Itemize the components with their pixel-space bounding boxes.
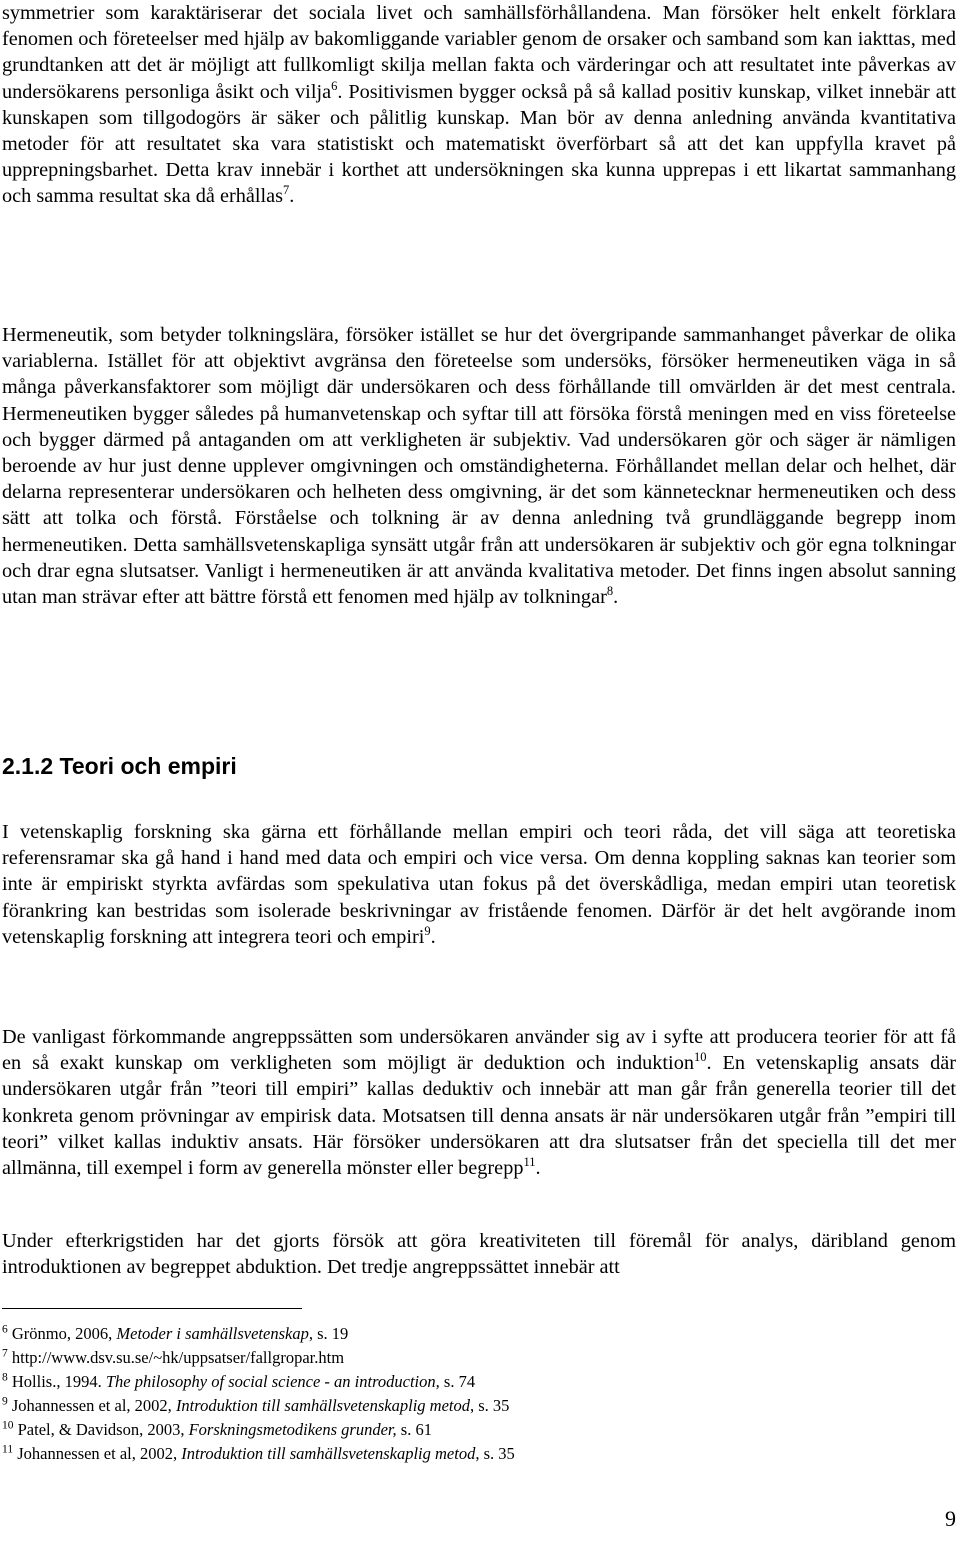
footnote-ref-8[interactable]: 8: [606, 584, 614, 599]
footnote-item: $^8$ Hollis., 1994. The philosophy of social science - an introduction, s. 74: [2, 1371, 476, 1391]
paragraph-positivism: symmetrier som karaktäriserar det sociala livet och samhällsförhållandena. Man försöker helt enkelt förklara fenomen och företeelser med hjälp av bakomliggande variabler genom de orsaker och samband som kan iakttas, med grundtanken att det är möjligt att fullkomligt skilja mellan fakta och värderingar och att resultatet inte påverkas av undersökarens personliga åsikt och vilja$^6$. Positivismen bygger också på så kallad positiv kunskap, vilket innebär att kunskapen som tillgodogörs är säker och pålitlig kunskap. Man bör av denna anledning använda kvantitativa metoder för att resultatet ska vara statistiskt och matematiskt överförbart så att det kan uppfylla kravet på upprepningsbarhet. Detta krav innebär i korthet att undersökningen ska kunna upprepas i ett likartat sammanhang och samma resultat ska då erhållas$^7$.: [2, 2, 956, 208]
paragraph-hermeneutics: Hermeneutik, som betyder tolkningslära, försöker istället se hur det övergripande sammanhanget påverkar de olika variablerna. Istället för att objektivt avgränsa den företeelse som undersöks, försöker hermeneutiken väga in så många påverkansfaktorer som möjligt där undersökaren och dess förhållande till omvärlden är det mest centrala. Hermeneutiken bygger således på humanvetenskap och syftar till att försöka förstå meningen med en viss företeelse och bygger därmed på antaganden om att verkligheten är subjektiv. Vad undersökaren gör och säger är nämligen beroende av hur just denne upplever omgivningen och omständigheterna. Förhållandet mellan delar och helhet, där delarna representerar undersökaren och helheten dess omgivning, är det som kännetecknar hermeneutiken och dess sätt att tolka och förstå. Förståelse och tolkning är av denna anledning två grundläggande begrepp inom hermeneutiken. Detta samhällsvetenskapliga synsätt utgår från att undersökaren är subjektiv och gör egna tolkningar och drar egna slutsatser. Vanligt i hermeneutiken är att använda kvalitativa metoder. Det finns ingen absolut sanning utan man strävar efter att bättre förstå ett fenomen med hjälp av tolkningar$^8$.: [2, 324, 956, 609]
footnote-item: $^{11}$ Johannessen et al, 2002, Introduktion till samhällsvetenskaplig metod, s. 35: [2, 1443, 515, 1463]
footnote-link[interactable]: http://www.dsv.su.se/~hk/uppsatser/fallgropar.htm: [11, 1348, 345, 1367]
section-heading: 2.1.2 Teori och empiri: [2, 753, 237, 779]
page-number: 9: [945, 1506, 956, 1531]
footnote-ref-6[interactable]: 6: [331, 78, 338, 93]
footnote-item: $^7$ http://www.dsv.su.se/~hk/uppsatser/fallgropar.htm: [2, 1347, 345, 1367]
paragraph-approaches: De vanligast förkommande angreppssätten som undersökaren använder sig av i syfte att producera teorier för att få en så exakt kunskap om verkligheten som möjligt är deduktion och induktion$^{10}$. En vetenskaplig ansats där undersökaren utgår från ”teori till empiri” kallas deduktiv och innebär att man går från generella teorier till det konkreta genom prövningar av empirisk data. Motsatsen till denna ansats är när undersökaren utgår från ”empiri till teori” vilket kallas induktiv ansats. Här försöker undersökaren att dra slutsatser från det speciella till det mer allmänna, till exempel i form av generella mönster eller begrepp$^{11}$.: [2, 1026, 956, 1180]
footnote-ref-11[interactable]: 11: [523, 1155, 536, 1170]
paragraph-theory-empiricism: I vetenskaplig forskning ska gärna ett förhållande mellan empiri och teori råda, det vill säga att teoretiska referensramar ska gå hand i hand med data och empiri och vice versa. Om denna koppling saknas kan teorier som inte är empiriskt styrkta avfärdas som spekulativa utan fokus på det överskådliga, medan empiri utan teoretisk förankring kan bestridas som isolerade beskrivningar av fristående fenomen. Därför är det helt avgörande inom vetenskaplig forskning att integrera teori och empiri$^9$.: [2, 821, 956, 948]
footnote-ref-7[interactable]: 7: [283, 183, 290, 198]
paragraph-abduction: Under efterkrigstiden har det gjorts försök att göra kreativiteten till föremål för analys, däribland genom introduktionen av begreppet abduktion. Det tredje angreppssättet innebär att: [2, 1230, 956, 1279]
footnotes: [2, 1322, 942, 1466]
footnote-ref-9[interactable]: 9: [424, 924, 431, 939]
footnote-item: $^9$ Johannessen et al, 2002, Introduktion till samhällsvetenskaplig metod, s. 35: [2, 1395, 510, 1415]
footnote-item: $^6$ Grönmo, 2006, Metoder i samhällsvetenskap, s. 19: [2, 1323, 349, 1343]
footnote-ref-10[interactable]: 10: [693, 1050, 707, 1065]
footnote-item: $^{10}$ Patel, & Davidson, 2003, Forskningsmetodikens grunder, s. 61: [2, 1419, 432, 1439]
footnote-divider: [2, 1308, 302, 1309]
